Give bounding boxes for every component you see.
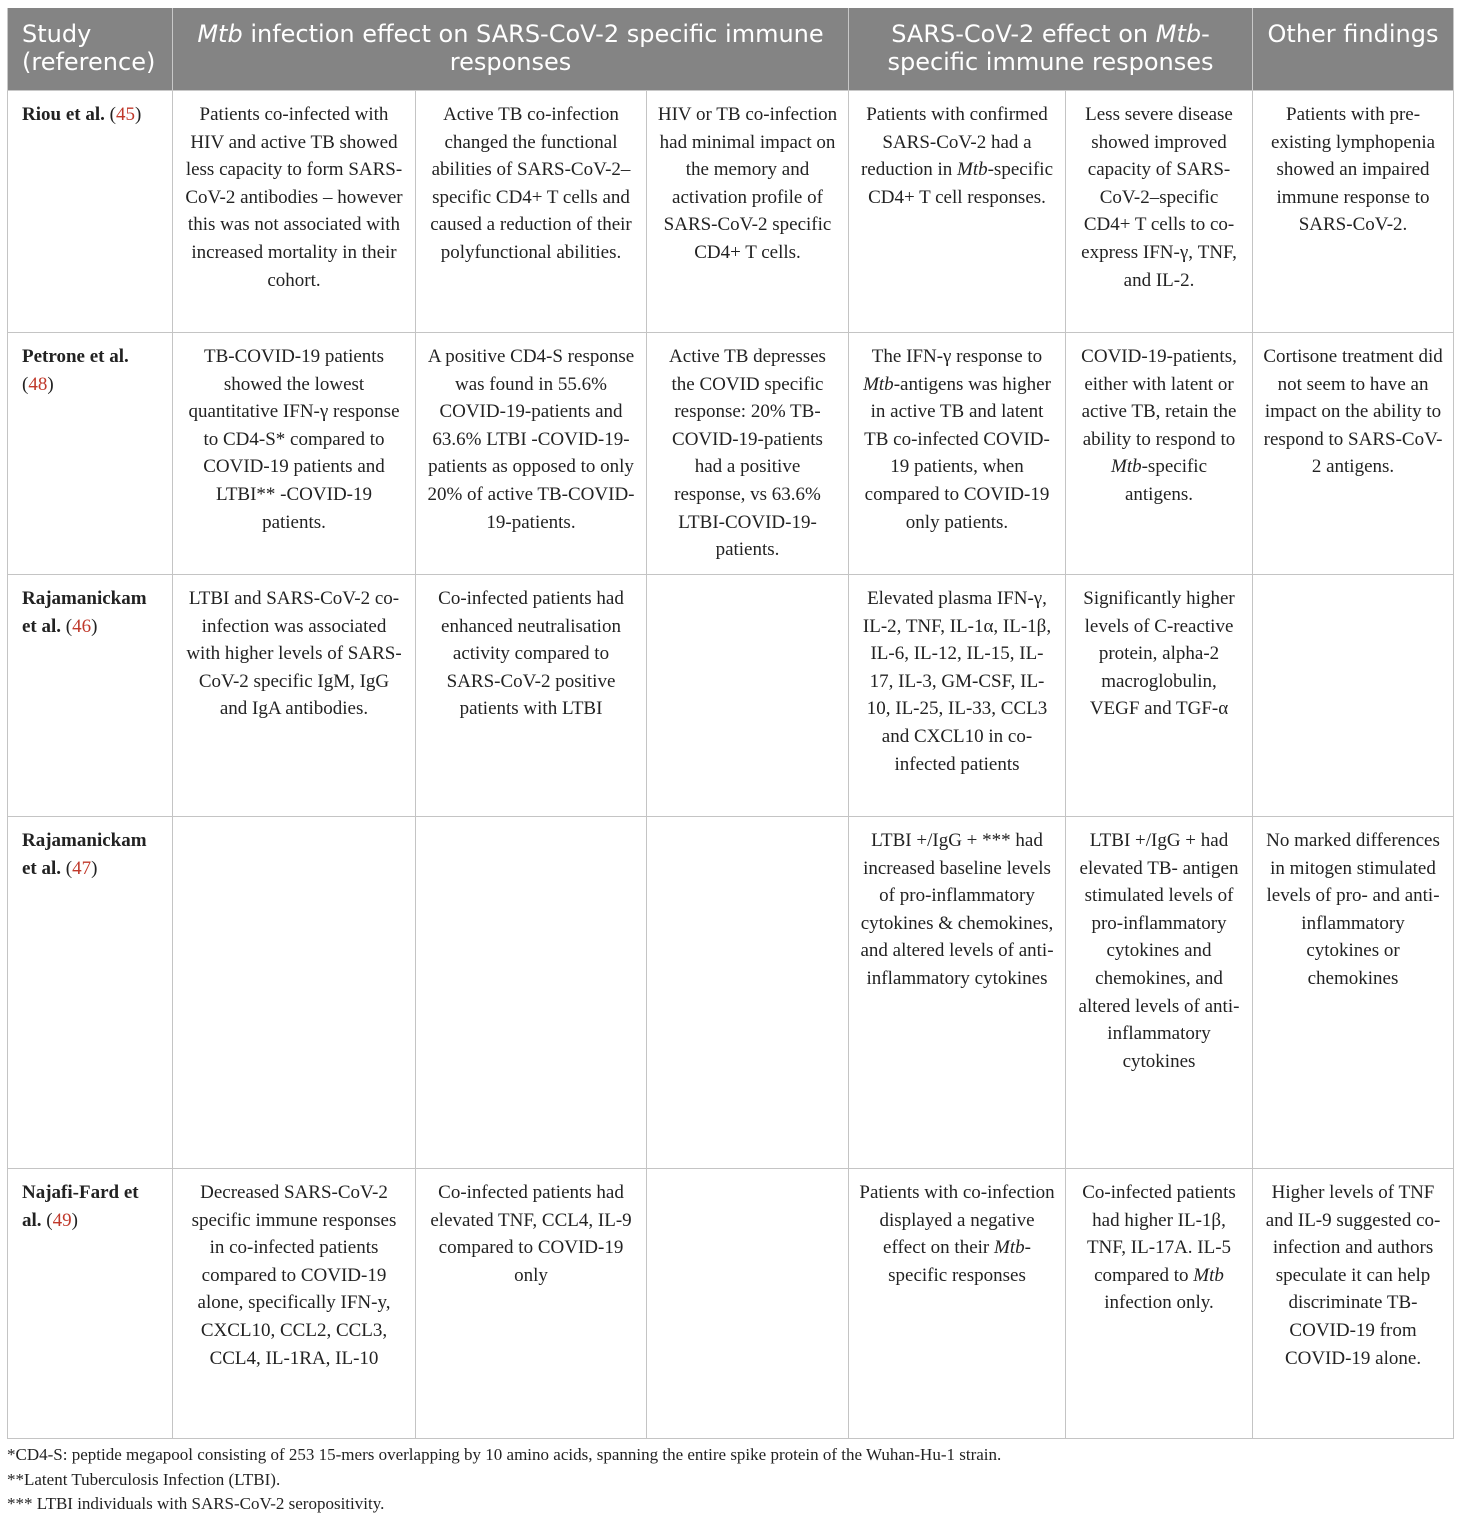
table-row [8, 575, 1454, 817]
header-sars-effect-post: -specific immune responses [887, 20, 1214, 76]
footnote-cd4s: *CD4-S: peptide megapool consisting of 253 15-mers overlapping by 10 amino acids, spanning the entire spike protein of the Wuhan-Hu-1 strain. [7, 1445, 1002, 1464]
header-sars-effect-pre: SARS-CoV-2 effect on [891, 20, 1156, 48]
study-cell: Rajamanickam et al. (47) [8, 817, 173, 1169]
mtb-effect-cell-3: Active TB depresses the COVID specific response: 20% TB-COVID-19-patients had a positive response, vs 63.6% LTBI-COVID-19-patients. [647, 333, 849, 575]
study-cell: Rajamanickam et al. (46) [8, 575, 173, 817]
header-mtb-effect-post: infection effect on SARS-CoV-2 specific immune responses [242, 20, 824, 76]
sars-effect-cell-1: Elevated plasma IFN-γ, IL-2, TNF, IL-1α, IL-1β, IL-6, IL-12, IL-15, IL-17, IL-3, GM-CSF, IL-10, IL-25, IL-33, CCL3 and CXCL10 in co-infected patients [849, 575, 1066, 817]
sars-effect-cell-1: LTBI +/IgG + *** had increased baseline levels of pro-inflammatory cytokines & chemokines, and altered levels of anti-inflammatory cytokines [849, 817, 1066, 1169]
mtb-effect-cell-2: A positive CD4-S response was found in 55.6% COVID-19-patients and 63.6% LTBI -COVID-19-patients as opposed to only 20% of active TB-COVID-19-patients. [416, 333, 647, 575]
mtb-italic: Mtb [957, 159, 988, 181]
study-name: Rajamanickam et al. [22, 588, 147, 637]
mtb-effect-cell-1: TB-COVID-19 patients showed the lowest quantitative IFN-γ response to CD4-S* compared to COVID-19 patients and LTBI** -COVID-19 patients. [173, 333, 416, 575]
text-part: Patients with co-infection displayed a negative effect on their [859, 1182, 1055, 1259]
sars-effect-cell-2: Significantly higher levels of C-reactive protein, alpha-2 macroglobulin, VEGF and TGF-α [1066, 575, 1253, 817]
study-cell: Petrone et al. (48) [8, 333, 173, 575]
table-row [8, 333, 1454, 575]
mtb-effect-cell-2 [416, 817, 647, 1169]
study-table [7, 8, 1454, 1439]
text-part: -specific responses [888, 1237, 1031, 1286]
table-row [8, 817, 1454, 1169]
header-sars-effect-em: Mtb [1155, 20, 1202, 48]
mtb-effect-cell-3 [647, 575, 849, 817]
text-part: Patients with confirmed SARS-CoV-2 had a reduction in [860, 104, 1048, 181]
header-sars-effect [849, 8, 1253, 91]
mtb-effect-cell-3 [647, 817, 849, 1169]
text-part: -antigens was higher in active TB and latent TB co-infected COVID-19 patients, when compared to COVID-19 only patients. [864, 373, 1051, 533]
footnote-seropositivity: *** LTBI individuals with SARS-CoV-2 seropositivity. [7, 1494, 385, 1513]
header-other: Other findings [1253, 8, 1454, 91]
reference-link[interactable]: 49 [52, 1209, 72, 1231]
sars-effect-cell-1 [849, 1169, 1066, 1439]
footnote-ltbi: **Latent Tuberculosis Infection (LTBI). [7, 1469, 281, 1489]
mtb-effect-cell-1: LTBI and SARS-CoV-2 co-infection was associated with higher levels of SARS-CoV-2 specific IgM, IgG and IgA antibodies. [173, 575, 416, 817]
reference-link[interactable]: 47 [72, 857, 92, 879]
text-part: The IFN-γ response to [871, 346, 1043, 367]
sars-effect-cell-2 [1066, 1169, 1253, 1439]
mtb-effect-cell-2: Co-infected patients had elevated TNF, CCL4, IL-9 compared to COVID-19 only [416, 1169, 647, 1439]
reference-link[interactable]: 48 [28, 373, 48, 395]
mtb-effect-cell-1: Patients co-infected with HIV and active TB showed less capacity to form SARS-CoV-2 antibodies – however this was not associated with increased mortality in their cohort. [173, 91, 416, 333]
study-cell: Riou et al. (45) [8, 91, 173, 333]
sars-effect-cell-1 [849, 333, 1066, 575]
mtb-italic: Mtb [1111, 456, 1142, 478]
header-study: Study (reference) [8, 8, 173, 91]
other-findings-cell: Cortisone treatment did not seem to have an impact on the ability to respond to SARS-CoV-2 antigens. [1253, 333, 1454, 575]
table-row [8, 91, 1454, 333]
text-part: Co-infected patients had higher IL-1β, TNF, IL-17A. IL-5 compared to [1082, 1182, 1236, 1286]
study-name: Riou et al. [22, 104, 105, 125]
other-findings-cell: Patients with pre-existing lymphopenia showed an impaired immune response to SARS-CoV-2. [1253, 91, 1454, 333]
other-findings-cell [1253, 575, 1454, 817]
mtb-effect-cell-3: HIV or TB co-infection had minimal impact on the memory and activation profile of SARS-CoV-2 specific CD4+ T cells. [647, 91, 849, 333]
study-table-container [7, 8, 1453, 1439]
text-part: infection only. [1104, 1292, 1214, 1314]
sars-effect-cell-2: LTBI +/IgG + had elevated TB- antigen stimulated levels of pro-inflammatory cytokines and chemokines, and altered levels of anti-inflammatory cytokines [1066, 817, 1253, 1169]
mtb-effect-cell-2: Active TB co-infection changed the functional abilities of SARS-CoV-2–specific CD4+ T cells and caused a reduction of their polyfunctional abilities. [416, 91, 647, 333]
other-findings-cell: Higher levels of TNF and IL-9 suggested co-infection and authors speculate it can help discriminate TB-COVID-19 from COVID-19 alone. [1253, 1169, 1454, 1439]
mtb-effect-cell-3 [647, 1169, 849, 1439]
study-cell: Najafi-Fard et al. (49) [8, 1169, 173, 1439]
mtb-italic: Mtb [994, 1237, 1025, 1259]
header-mtb-effect-em: Mtb [197, 20, 243, 48]
study-name: Rajamanickam et al. [22, 830, 147, 879]
mtb-effect-cell-2: Co-infected patients had enhanced neutralisation activity compared to SARS-CoV-2 positive patients with LTBI [416, 575, 647, 817]
header-mtb-effect [173, 8, 849, 91]
study-name: Petrone et al. [22, 346, 129, 367]
sars-effect-cell-2 [1066, 333, 1253, 575]
table-row [8, 1169, 1454, 1439]
mtb-italic: Mtb [1193, 1264, 1224, 1286]
text-part: COVID-19-patients, either with latent or active TB, retain the ability to respond to [1081, 346, 1237, 450]
text-part: -specific CD4+ T cell responses. [868, 159, 1054, 208]
other-findings-cell: No marked differences in mitogen stimulated levels of pro- and anti- inflammatory cytokines or chemokines [1253, 817, 1454, 1169]
mtb-effect-cell-1: Decreased SARS-CoV-2 specific immune responses in co-infected patients compared to COVID-19 alone, specifically IFN-y, CXCL10, CCL2, CCL3, CCL4, IL-1RA, IL-10 [173, 1169, 416, 1439]
reference-link[interactable]: 45 [115, 104, 135, 125]
sars-effect-cell-1 [849, 91, 1066, 333]
sars-effect-cell-2: Less severe disease showed improved capacity of SARS-CoV-2–specific CD4+ T cells to co-express IFN-γ, TNF, and IL-2. [1066, 91, 1253, 333]
reference-link[interactable]: 46 [72, 615, 92, 637]
header-row [8, 8, 1454, 91]
text-part: -specific antigens. [1124, 456, 1208, 505]
mtb-effect-cell-1 [173, 817, 416, 1169]
study-name: Najafi-Fard et al. [22, 1182, 139, 1231]
mtb-italic: Mtb [863, 373, 894, 395]
footnotes [7, 1443, 1453, 1517]
